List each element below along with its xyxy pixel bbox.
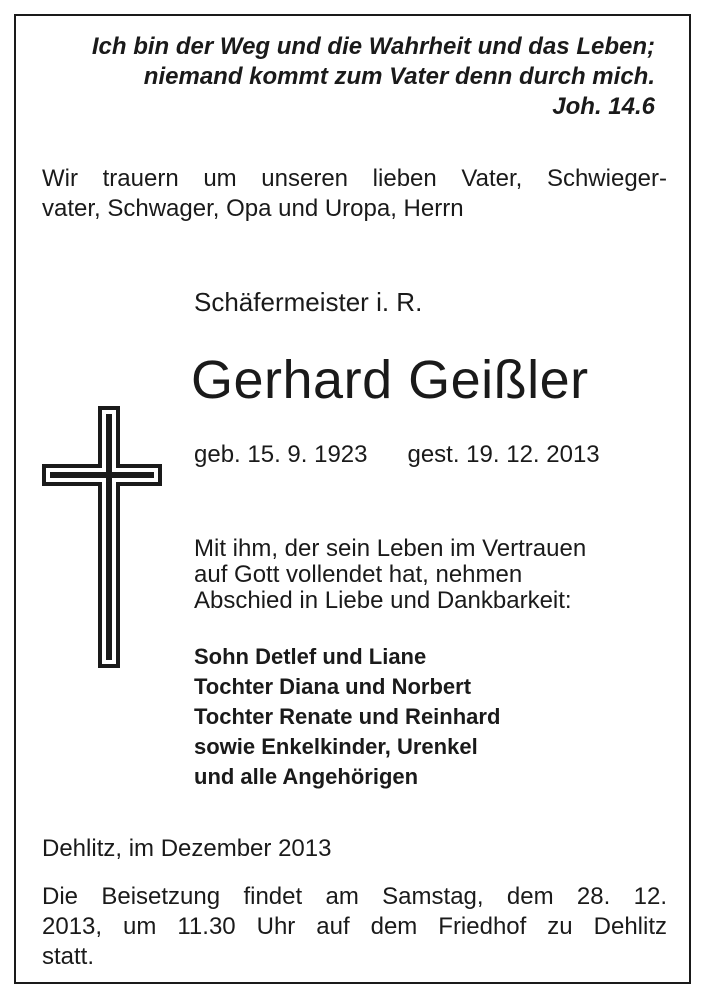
cross-icon <box>42 406 162 668</box>
deceased-title: Schäfermeister i. R. <box>194 287 423 317</box>
funeral-line-1: Die Beisetzung findet am Samstag, dem 28. 12. <box>42 883 667 910</box>
deceased-name: Gerhard Geißler <box>191 350 589 410</box>
verse-reference: Joh. 14.6 <box>552 93 655 120</box>
intro-text <box>42 164 667 224</box>
funeral-line-3: statt. <box>42 943 95 970</box>
farewell-line-1: Mit ihm, der sein Leben im Vertrauen <box>194 535 587 562</box>
mourners-list <box>194 642 500 792</box>
intro-line-2: vater, Schwager, Opa und Uropa, Herrn <box>42 195 464 222</box>
funeral-line-2: 2013, um 11.30 Uhr auf dem Friedhof zu Dehlitz <box>42 913 667 940</box>
mourner-entry: Sohn Detlef und Liane <box>194 644 427 669</box>
obituary-notice <box>14 14 691 984</box>
farewell-line-2: auf Gott vollendet hat, nehmen <box>194 561 523 588</box>
place-and-date: Dehlitz, im Dezember 2013 <box>42 835 332 862</box>
mourner-entry: sowie Enkelkinder, Urenkel <box>194 734 478 759</box>
farewell-line-3: Abschied in Liebe und Dankbarkeit: <box>194 587 572 614</box>
verse-line-2: niemand kommt zum Vater denn durch mich. <box>143 63 655 90</box>
verse-line-1: Ich bin der Weg und die Wahrheit und das Leben; <box>91 33 655 60</box>
bible-verse <box>92 32 655 122</box>
mourner-entry: Tochter Diana und Norbert <box>194 674 472 699</box>
funeral-details <box>42 882 667 972</box>
death-date: gest. 19. 12. 2013 <box>407 441 600 468</box>
life-dates <box>194 440 600 470</box>
farewell-text <box>194 536 586 614</box>
mourner-entry: Tochter Renate und Reinhard <box>194 704 501 729</box>
intro-line-1: Wir trauern um unseren lieben Vater, Schwieger- <box>42 165 667 192</box>
birth-date: geb. 15. 9. 1923 <box>194 441 368 468</box>
mourner-entry: und alle Angehörigen <box>194 764 419 789</box>
